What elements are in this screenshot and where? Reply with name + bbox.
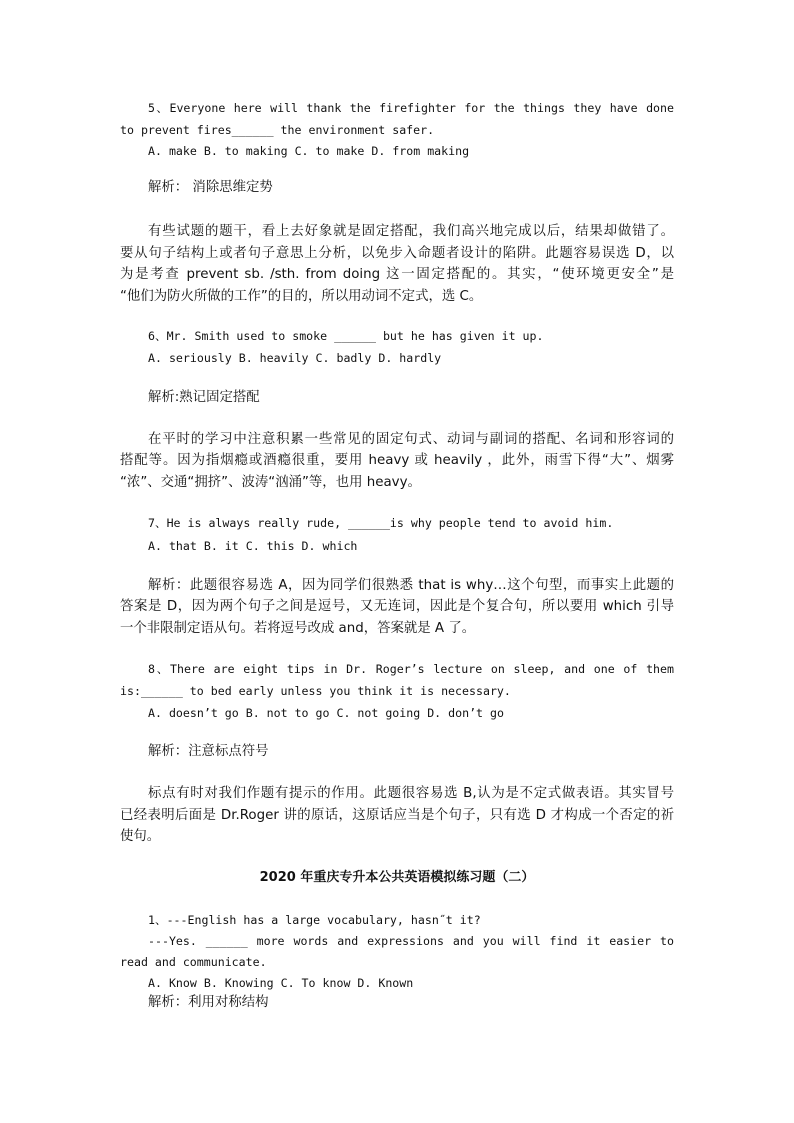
s2q1-stem-line3: read and communicate. xyxy=(120,955,267,969)
q6-analysis-line2: 搭配等。因为指烟瘾或酒瘾很重，要用 heavy 或 heavily ，此外，雨雪下得“大”、烟雾 xyxy=(120,453,674,468)
s2q1-analysis-title: 解析：利用对称结构 xyxy=(148,995,269,1010)
s2q1-options: A. Know B. Knowing C. To know D. Known xyxy=(148,976,414,990)
q8-analysis-title: 解析：注意标点符号 xyxy=(148,744,269,759)
q7-analysis-line1: 解析：此题很容易选 A，因为同学们很熟悉 that is why…这个句型，而事实上此题的 xyxy=(148,578,674,593)
q6-analysis-line1: 在平时的学习中注意积累一些常见的固定句式、动词与副词的搭配、名词和形容词的 xyxy=(148,432,674,447)
q5-analysis-line1: 有些试题的题干，看上去好象就是固定搭配，我们高兴地完成以后，结果却做错了。 xyxy=(148,224,674,239)
q5-analysis-title: 解析： 消除思维定势 xyxy=(148,180,273,195)
q5-analysis-line3: 为是考查 prevent sb. /sth. from doing 这一固定搭配的。其实，“使环境更安全”是 xyxy=(120,267,674,282)
q7-stem: 7、He is always really rude, ______is why people tend to avoid him. xyxy=(148,516,614,530)
s2q1-stem-line2: ---Yes. ______ more words and expressions and you will find it easier to xyxy=(148,934,674,948)
q6-stem: 6、Mr. Smith used to smoke ______ but he has given it up. xyxy=(148,329,544,343)
q8-analysis-line3: 使句。 xyxy=(120,829,161,844)
q6-options: A. seriously B. heavily C. badly D. hardly xyxy=(148,351,442,365)
q5-stem-line2: to prevent fires______ the environment safer. xyxy=(120,123,435,137)
q8-stem-line1: 8、There are eight tips in Dr. Roger’s lecture on sleep, and one of them xyxy=(148,662,674,676)
q7-analysis-line2: 答案是 D，因为两个句子之间是逗号，又无连词，因此是个复合句，所以要用 which 引导 xyxy=(120,599,674,614)
q7-analysis-line3: 一个非限制定语从句。若将逗号改成 and，答案就是 A 了。 xyxy=(120,621,476,636)
q5-analysis-line4: “他们为防火所做的工作”的目的，所以用动词不定式，选 C。 xyxy=(120,289,483,304)
q5-analysis-line2: 要从句子结构上或者句子意思上分析，以免步入命题者设计的陷阱。此题容易误选 D，以 xyxy=(120,246,674,261)
q6-analysis-title: 解析:熟记固定搭配 xyxy=(148,390,260,405)
q8-options: A. doesn’t go B. not to go C. not going D. don’t go xyxy=(148,706,504,720)
q8-stem-line2: is:______ to bed early unless you think it is necessary. xyxy=(120,684,511,698)
s2q1-stem-line1: 1、---English has a large vocabulary, hasn˝t it? xyxy=(148,913,481,927)
section-title: 2020 年重庆专升本公共英语模拟练习题（二） xyxy=(259,870,535,885)
q7-options: A. that B. it C. this D. which xyxy=(148,539,358,553)
q8-analysis-line1: 标点有时对我们作题有提示的作用。此题很容易选 B,认为是不定式做表语。其实冒号 xyxy=(148,786,674,801)
q6-analysis-line3: “浓”、交通“拥挤”、波涛“汹涌”等，也用 heavy。 xyxy=(120,475,421,490)
q8-analysis-line2: 已经表明后面是 Dr.Roger 讲的原话，这原话应当是个句子，只有选 D 才构成一个否定的祈 xyxy=(120,808,674,823)
q5-stem-line1: 5、Everyone here will thank the firefighter for the things they have done xyxy=(148,101,674,115)
q5-options: A. make B. to making C. to make D. from making xyxy=(148,144,470,158)
